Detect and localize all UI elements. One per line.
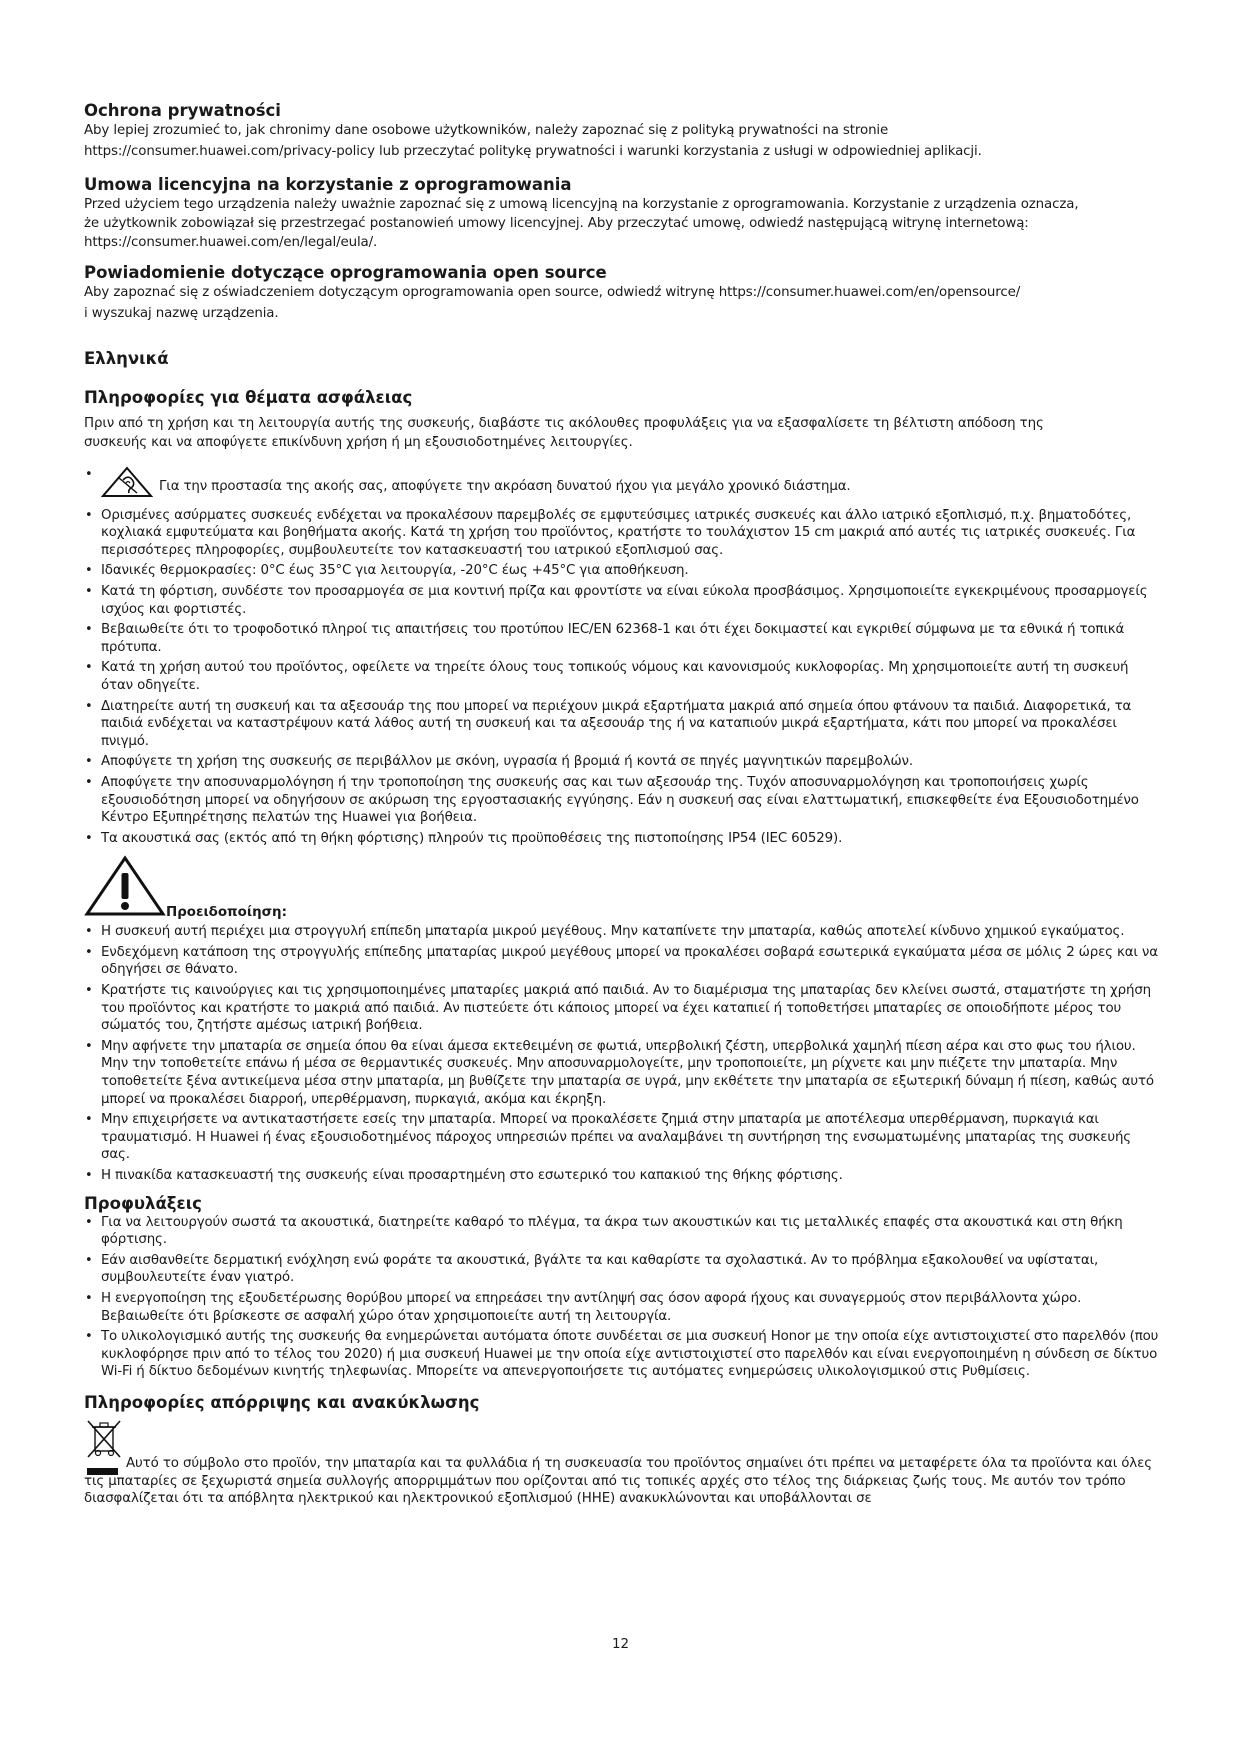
language-heading: Ελληνικά: [84, 349, 169, 368]
precaution-item: • Εάν αισθανθείτε δερματική ενόχληση ενώ φοράτε τα ακουστικά, βγάλτε τα και καθαρίστε τα σχολαστικά. Αν το πρόβλημα εξακολουθεί να υφίσταται, συμβουλευτείτε έναν γιατρό.: [84, 1252, 1159, 1287]
safety-item: • Τα ακουστικά σας (εκτός από τη θήκη φόρτισης) πληρούν τις προϋποθέσεις της πιστοποίησης IP54 (IEC 60529).: [84, 830, 1159, 848]
warning-list: [84, 923, 1159, 1184]
warning-triangle-icon: [84, 855, 166, 921]
warning-item: • Κρατήστε τις καινούργιες και τις χρησιμοποιημένες μπαταρίες μακριά από παιδιά. Αν το διαμέρισμα της μπαταρίας δεν κλείνει σωστά, σταματήστε τη χρήση του προϊόντος και κρατήστε το μακριά από παιδιά. Αν πιστεύετε ότι κάποιος μπορεί να έχει καταπιεί ή τοποθετήσει μπαταρίες σε οποιοδήποτε μέρος του σώματός του, ζητήστε αμέσως ιατρική βοήθεια.: [84, 982, 1159, 1035]
precautions-list: [84, 1214, 1159, 1381]
safety-intro-1: Πριν από τη χρήση και τη λειτουργία αυτής της συσκευής, διαβάστε τις ακόλουθες προφυλάξεις για να εξασφαλίσετε τη βέλτιστη απόδοση της: [84, 416, 1044, 431]
safety-item-text: Για την προστασία της ακοής σας, αποφύγετε την ακρόαση δυνατού ήχου για μεγάλο χρονικό διάστημα.: [159, 479, 851, 494]
disposal-block: [84, 1417, 1159, 1508]
privacy-line-2: https://consumer.huawei.com/privacy-policy lub przeczytać politykę prywatności i warunki korzystania z usługi w odpowiedniej aplikacji.: [84, 144, 982, 159]
opensource-line-2: i wyszukaj nazwę urządzenia.: [84, 306, 279, 321]
safety-item: • Βεβαιωθείτε ότι το τροφοδοτικό πληροί τις απαιτήσεις του προτύπου IEC/EN 62368-1 και ότι έχει δοκιμαστεί και εγκριθεί σύμφωνα με τα εθνικά ή τοπικά πρότυπα.: [84, 621, 1159, 656]
hearing-damage-icon: [101, 466, 153, 504]
privacy-heading: Ochrona prywatności: [84, 101, 281, 120]
safety-item-hearing: [84, 466, 1159, 504]
warning-item: • Ενδεχόμενη κατάποση της στρογγυλής επίπεδης μπαταρίας μικρού μεγέθους μπορεί να προκαλέσει σοβαρά εσωτερικά εγκαύματα μέσα σε μόλις 2 ώρες και να οδηγήσει σε θάνατο.: [84, 944, 1159, 979]
warning-label: Προειδοποίηση:: [166, 905, 287, 921]
license-line-2: że użytkownik zobowiązał się przestrzegać postanowień umowy licencyjnej. Aby przeczytać umowę, odwiedź następującą witrynę internetową:: [84, 216, 1029, 231]
license-line-1: Przed użyciem tego urządzenia należy uważnie zapoznać się z umową licencyjną na korzystanie z oprogramowania. Korzystanie z urządzenia oznacza,: [84, 197, 1079, 212]
precaution-item: • Η ενεργοποίηση της εξουδετέρωσης θορύβου μπορεί να επηρεάσει την αντίληψή σας όσον αφορά ήχους και συναγερμούς στον περιβάλλοντα χώρο. Βεβαιωθείτε ότι βρίσκεστε σε ασφαλή χώρο όταν χρησιμοποιείτε αυτή τη λειτουργία.: [84, 1290, 1159, 1325]
safety-item: • Διατηρείτε αυτή τη συσκευή και τα αξεσουάρ της που μπορεί να περιέχουν μικρά εξαρτήματα μακριά από σημεία όπου φτάνουν τα παιδιά. Διαφορετικά, τα παιδιά ενδέχεται να καταστρέψουν κατά λάθος αυτή τη συσκευή και τα αξεσουάρ της ή να καταπιούν μικρά εξαρτήματα, κάτι που μπορεί να προκαλέσει πνιγμό.: [84, 698, 1159, 751]
safety-item: • Ιδανικές θερμοκρασίες: 0°C έως 35°C για λειτουργία, -20°C έως +45°C για αποθήκευση.: [84, 562, 1159, 580]
disposal-heading: Πληροφορίες απόρριψης και ανακύκλωσης: [84, 1392, 480, 1412]
opensource-line-1: Aby zapoznać się z oświadczeniem dotyczącym oprogramowania open source, odwiedź witrynę https://consumer.huawei.com/en/opensource/: [84, 285, 1021, 300]
safety-heading: Πληροφορίες για θέματα ασφάλειας: [84, 388, 413, 407]
safety-item: • Αποφύγετε την αποσυναρμολόγηση ή την τροποποίηση της συσκευής σας και των αξεσουάρ της. Τυχόν αποσυναρμολόγηση και τροποποιήσεις χωρίς εξουσιοδότηση μπορεί να οδηγήσουν σε ακύρωση της εργοστασιακής εγγύησης. Εάν η συσκευή σας είναι ελαττωματική, επισκεφθείτε ένα Εξουσιοδοτημένο Κέντρο Εξυπηρέτησης πελατών της Huawei για βοήθεια.: [84, 774, 1159, 827]
warning-header: [84, 855, 1159, 921]
safety-intro-2: συσκευής και να αποφύγετε επικίνδυνη χρήση ή μη εξουσιοδοτημένες λειτουργίες.: [84, 435, 633, 450]
warning-item: • Η συσκευή αυτή περιέχει μια στρογγυλή επίπεδη μπαταρία μικρού μεγέθους. Μην καταπίνετε την μπαταρία, καθώς αποτελεί κίνδυνο χημικού εγκαύματος.: [84, 923, 1159, 941]
safety-item: • Αποφύγετε τη χρήση της συσκευής σε περιβάλλον με σκόνη, υγρασία ή βρομιά ή κοντά σε πηγές μαγνητικών παρεμβολών.: [84, 753, 1159, 771]
warning-item: • Η πινακίδα κατασκευαστή της συσκευής είναι προσαρτημένη στο εσωτερικό του καπακιού της θήκης φόρτισης.: [84, 1167, 1159, 1185]
document-page: [84, 100, 1159, 1508]
warning-item: • Μην αφήνετε την μπαταρία σε σημεία όπου θα είναι άμεσα εκτεθειμένη σε φωτιά, υπερβολική ζέστη, υπερβολικά χαμηλή πίεση αέρα και στο φως του ήλιου. Μην την τοποθετείτε επάνω ή μέσα σε θερμαντικές συσκευές. Μην αποσυναρμολογείτε, μην τροποποιείτε, μη ρίχνετε και μην πιέζετε την μπαταρία. Μην τοποθετείτε ξένα αντικείμενα μέσα στην μπαταρία, μη βυθίζετε την μπαταρία σε υγρά, μην εκθέτετε την μπαταρία σε εξωτερική δύναμη ή πίεση, καθώς αυτό μπορεί να προκαλέσει διαρροή, υπερθέρμανση, πυρκαγιά, ακόμα και έκρηξη.: [84, 1038, 1159, 1108]
page-number: 12: [611, 1637, 630, 1652]
opensource-heading: Powiadomienie dotyczące oprogramowania open source: [84, 263, 607, 282]
safety-item: • Κατά τη χρήση αυτού του προϊόντος, οφείλετε να τηρείτε όλους τους τοπικούς νόμους και κανονισμούς κυκλοφορίας. Μη χρησιμοποιείτε αυτή τη συσκευή όταν οδηγείτε.: [84, 659, 1159, 694]
safety-list: [84, 466, 1159, 847]
license-heading: Umowa licencyjna na korzystanie z oprogramowania: [84, 175, 572, 194]
precaution-item: • Για να λειτουργούν σωστά τα ακουστικά, διατηρείτε καθαρό το πλέγμα, τα άκρα των ακουστικών και τις μεταλλικές επαφές στα ακουστικά και στη θήκη φόρτισης.: [84, 1214, 1159, 1249]
license-line-3: https://consumer.huawei.com/en/legal/eula/.: [84, 235, 378, 250]
precautions-heading: Προφυλάξεις: [84, 1193, 202, 1213]
disposal-text: Αυτό το σύμβολο στο προϊόν, την μπαταρία και τα φυλλάδια ή τη συσκευασία του προϊόντος σημαίνει ότι πρέπει να μεταφέρετε όλα τα προϊόντα και όλες τις μπαταρίες σε ξεχωριστά σημεία συλλογής απορριμμάτων που ορίζονται από τις τοπικές αρχές στο τέλος της διάρκειας ζωής τους. Με αυτόν τον τρόπο διασφαλίζεται ότι τα απόβλητα ηλεκτρικού και ηλεκτρονικού εξοπλισμού (ΗΗΕ) ανακυκλώνονται και υποβάλλονται σε: [84, 1455, 1152, 1507]
safety-item: • Κατά τη φόρτιση, συνδέστε τον προσαρμογέα σε μια κοντινή πρίζα και φροντίστε να είναι εύκολα προσβάσιμος. Χρησιμοποιείτε εγκεκριμένους προσαρμογείς ισχύος και φορτιστές.: [84, 583, 1159, 618]
privacy-line-1: Aby lepiej zrozumieć to, jak chronimy dane osobowe użytkowników, należy zapoznać się z polityką prywatności na stronie: [84, 123, 889, 138]
warning-item: • Μην επιχειρήσετε να αντικαταστήσετε εσείς την μπαταρία. Μπορεί να προκαλέσετε ζημιά στην μπαταρία με αποτέλεσμα υπερθέρμανση, πυρκαγιά και τραυματισμό. Η Huawei ή ένας εξουσιοδοτημένος πάροχος υπηρεσιών πρέπει να αναλαμβάνει τη συντήρηση της ενσωματωμένης μπαταρίας της συσκευής σας.: [84, 1111, 1159, 1164]
precaution-item: • Το υλικολογισμικό αυτής της συσκευής θα ενημερώνεται αυτόματα όποτε συνδέεται σε μια συσκευή Honor με την οποία είχε αντιστοιχιστεί στο παρελθόν (που κυκλοφόρησε πριν από το τέλος του 2020) ή μια συσκευή Huawei με την οποία είχε αντιστοιχιστεί στο παρελθόν και είναι ενεργοποιημένη η σύνδεση σε δίκτυο Wi-Fi ή δίκτυο δεδομένων κινητής τηλεφωνίας. Μπορείτε να απενεργοποιήσετε τις αυτόματες ενημερώσεις υλικολογισμικού στις Ρυθμίσεις.: [84, 1328, 1159, 1381]
safety-item: • Ορισμένες ασύρματες συσκευές ενδέχεται να προκαλέσουν παρεμβολές σε εμφυτεύσιμες ιατρικές συσκευές και άλλο ιατρικό εξοπλισμό, π.χ. βηματοδότες, κοχλιακά εμφυτεύματα και βοηθήματα ακοής. Κατά τη χρήση του προϊόντος, κρατήστε το τουλάχιστον 15 cm μακριά από αυτές τις ιατρικές συσκευές. Για περισσότερες πληροφορίες, συμβουλευτείτε τον κατασκευαστή του ιατρικού εξοπλισμού σας.: [84, 507, 1159, 560]
